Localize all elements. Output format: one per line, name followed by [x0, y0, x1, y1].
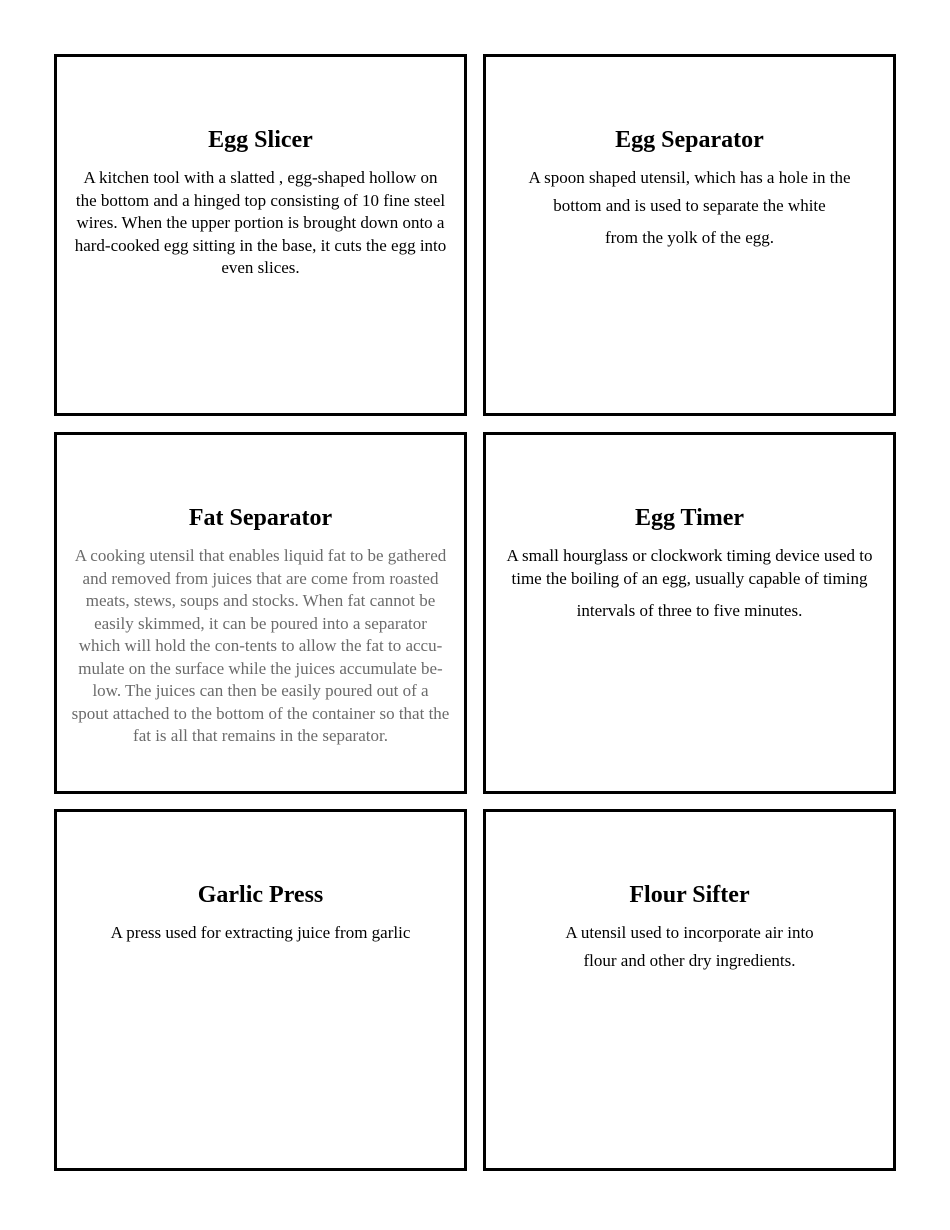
- card-flour-sifter: [483, 809, 896, 1171]
- description-line: the bottom and a hinged top consisting of 10 fine steel: [75, 190, 446, 210]
- description-line: A utensil used to incorporate air into: [565, 923, 814, 942]
- description-line: time the boiling of an egg, usually capable of timing: [511, 568, 868, 588]
- card-description: [63, 545, 458, 748]
- card-title: Egg Separator: [615, 127, 764, 153]
- description-line: mulate on the surface while the juices accumulate be-: [78, 658, 443, 678]
- card-fat-separator: [54, 432, 467, 794]
- card-description: [492, 922, 887, 977]
- card-description: [492, 545, 887, 631]
- description-line: low. The juices can then be easily poured out of a: [92, 681, 429, 700]
- card-title: Flour Sifter: [629, 882, 750, 908]
- description-line: A kitchen tool with a slatted , egg-shaped hollow on: [83, 168, 438, 187]
- card-egg-slicer: [54, 54, 467, 416]
- description-line: and removed from juices that are come from roasted: [82, 568, 439, 588]
- description-line: wires. When the upper portion is brought down onto a: [76, 213, 445, 232]
- description-line: easily skimmed, it can be poured into a separator: [94, 613, 427, 633]
- card-egg-timer: [483, 432, 896, 794]
- description-line: intervals of three to five minutes.: [576, 601, 803, 620]
- description-line: meats, stews, soups and stocks. When fat cannot be: [85, 591, 436, 610]
- description-line: even slices.: [221, 258, 300, 277]
- description-line: A press used for extracting juice from garlic: [110, 923, 411, 942]
- description-line: which will hold the con-tents to allow the fat to accu-: [78, 636, 443, 655]
- description-line: flour and other dry ingredients.: [583, 950, 796, 970]
- description-line: fat is all that remains in the separator.: [133, 726, 388, 745]
- description-line: A spoon shaped utensil, which has a hole in the: [528, 168, 851, 187]
- card-description: [492, 167, 887, 254]
- description-line: spout attached to the bottom of the container so that the: [71, 703, 450, 723]
- card-description: [63, 167, 458, 280]
- card-egg-separator: [483, 54, 896, 416]
- card-title: Egg Timer: [634, 505, 745, 531]
- description-line: from the yolk of the egg.: [604, 227, 774, 247]
- description-line: A small hourglass or clockwork timing device used to: [506, 546, 873, 565]
- card-title: Garlic Press: [197, 882, 324, 908]
- card-title: Egg Slicer: [208, 127, 313, 153]
- card-title: Fat Separator: [188, 505, 333, 531]
- card-description: [63, 922, 458, 945]
- description-line: A cooking utensil that enables liquid fat to be gathered: [74, 546, 447, 565]
- description-line: hard-cooked egg sitting in the base, it cuts the egg into: [74, 235, 447, 255]
- card-garlic-press: [54, 809, 467, 1171]
- description-line: bottom and is used to separate the white: [553, 195, 826, 215]
